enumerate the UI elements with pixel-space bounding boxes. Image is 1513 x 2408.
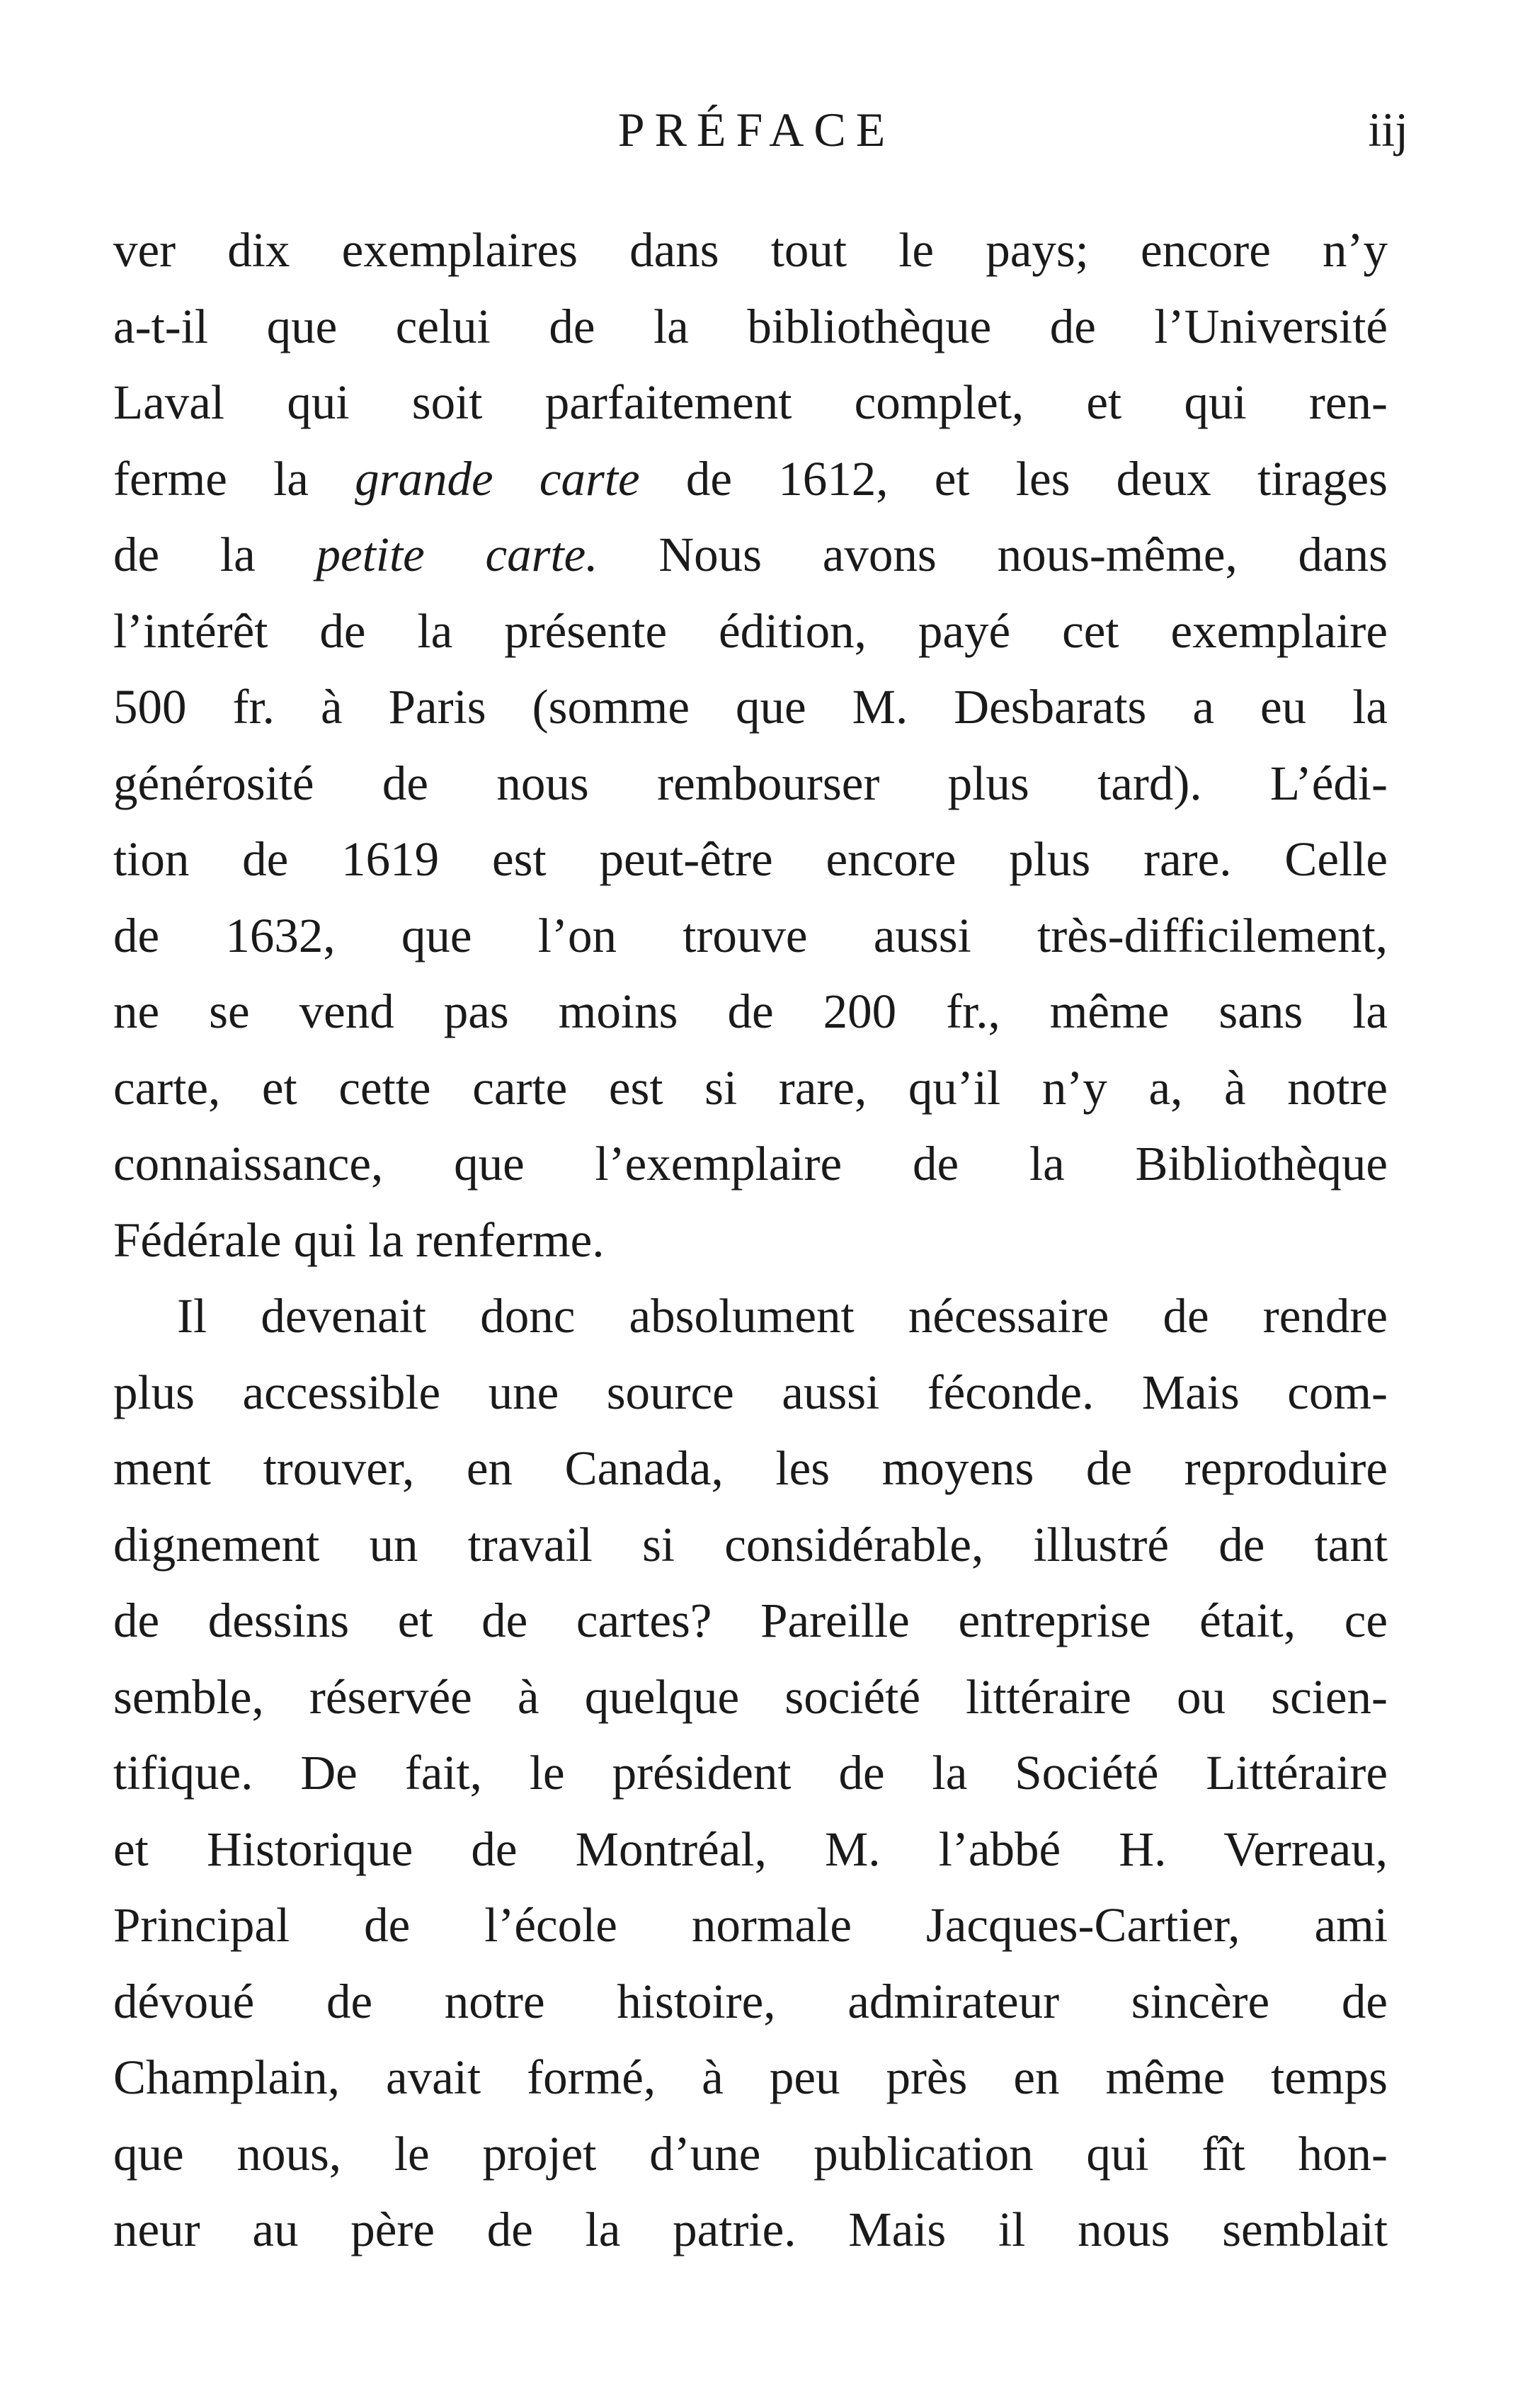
- text-line-5-start: de la: [113, 528, 316, 581]
- italic-petite-carte: petite carte.: [316, 528, 598, 581]
- text-line-21: tifique. De fait, le président de la Société Littéraire: [113, 1746, 1388, 1800]
- text-line-12: carte, et cette carte est si rare, qu’il n’y a, à notre: [113, 1060, 1388, 1115]
- text-line-5: [113, 517, 1388, 594]
- text-line-9: tion de 1619 est peut-être encore plus rare. Celle: [113, 832, 1388, 886]
- text-line-6: l’intérêt de la présente édition, payé cet exemplaire: [113, 603, 1388, 658]
- text-line-7: 500 fr. à Paris (somme que M. Desbarats a eu la: [113, 680, 1388, 734]
- text-line-14: Fédérale qui la renferme.: [113, 1212, 605, 1267]
- text-line-16: plus accessible une source aussi féconde. Mais com-: [113, 1365, 1388, 1419]
- text-line-13: connaissance, que l’exemplaire de la Bibliothèque: [113, 1137, 1388, 1191]
- text-line-4-start: ferme la: [113, 451, 355, 506]
- text-line-25: Champlain, avait formé, à peu près en même temps: [113, 2050, 1388, 2104]
- body-text: [113, 212, 1388, 2268]
- italic-grande-carte: grande carte: [355, 451, 640, 506]
- text-line-2: a-t-il que celui de la bibliothèque de l’Université: [113, 299, 1388, 353]
- text-line-3: Laval qui soit parfaitement complet, et qui ren-: [113, 375, 1388, 429]
- text-line-23: Principal de l’école normale Jacques-Cartier, ami: [113, 1898, 1388, 1952]
- text-line-26: que nous, le projet d’une publication qui fît hon-: [113, 2126, 1388, 2181]
- text-line-1: ver dix exemplaires dans tout le pays; encore n’y: [113, 223, 1388, 277]
- text-line-17: ment trouver, en Canada, les moyens de reproduire: [113, 1441, 1388, 1495]
- text-line-10: de 1632, que l’on trouve aussi très-difficilement,: [113, 908, 1388, 962]
- text-line-15: Il devenait donc absolument nécessaire de rendre: [177, 1289, 1388, 1343]
- text-line-19: de dessins et de cartes? Pareille entreprise était, ce: [113, 1594, 1388, 1647]
- page-number: iij: [1368, 103, 1408, 157]
- text-line-4-end: de 1612, et les deux tirages: [639, 451, 1388, 506]
- running-head: [0, 98, 1513, 161]
- text-line-24: dévoué de notre histoire, admirateur sincère de: [113, 1974, 1388, 2028]
- text-line-11: ne se vend pas moins de 200 fr., même sans la: [113, 984, 1388, 1038]
- text-line-4: [113, 441, 1388, 518]
- text-line-22: et Historique de Montréal, M. l’abbé H. Verreau,: [113, 1822, 1388, 1876]
- running-title: PRÉFACE: [617, 103, 896, 157]
- text-line-18: dignement un travail si considérable, illustré de tant: [113, 1517, 1388, 1572]
- text-line-8: générosité de nous rembourser plus tard). L’édi-: [113, 756, 1388, 810]
- text-line-27: neur au père de la patrie. Mais il nous semblait: [113, 2203, 1388, 2256]
- text-line-20: semble, réservée à quelque société littéraire ou scien-: [113, 1669, 1388, 1724]
- text-line-5-end: Nous avons nous-même, dans: [598, 528, 1388, 581]
